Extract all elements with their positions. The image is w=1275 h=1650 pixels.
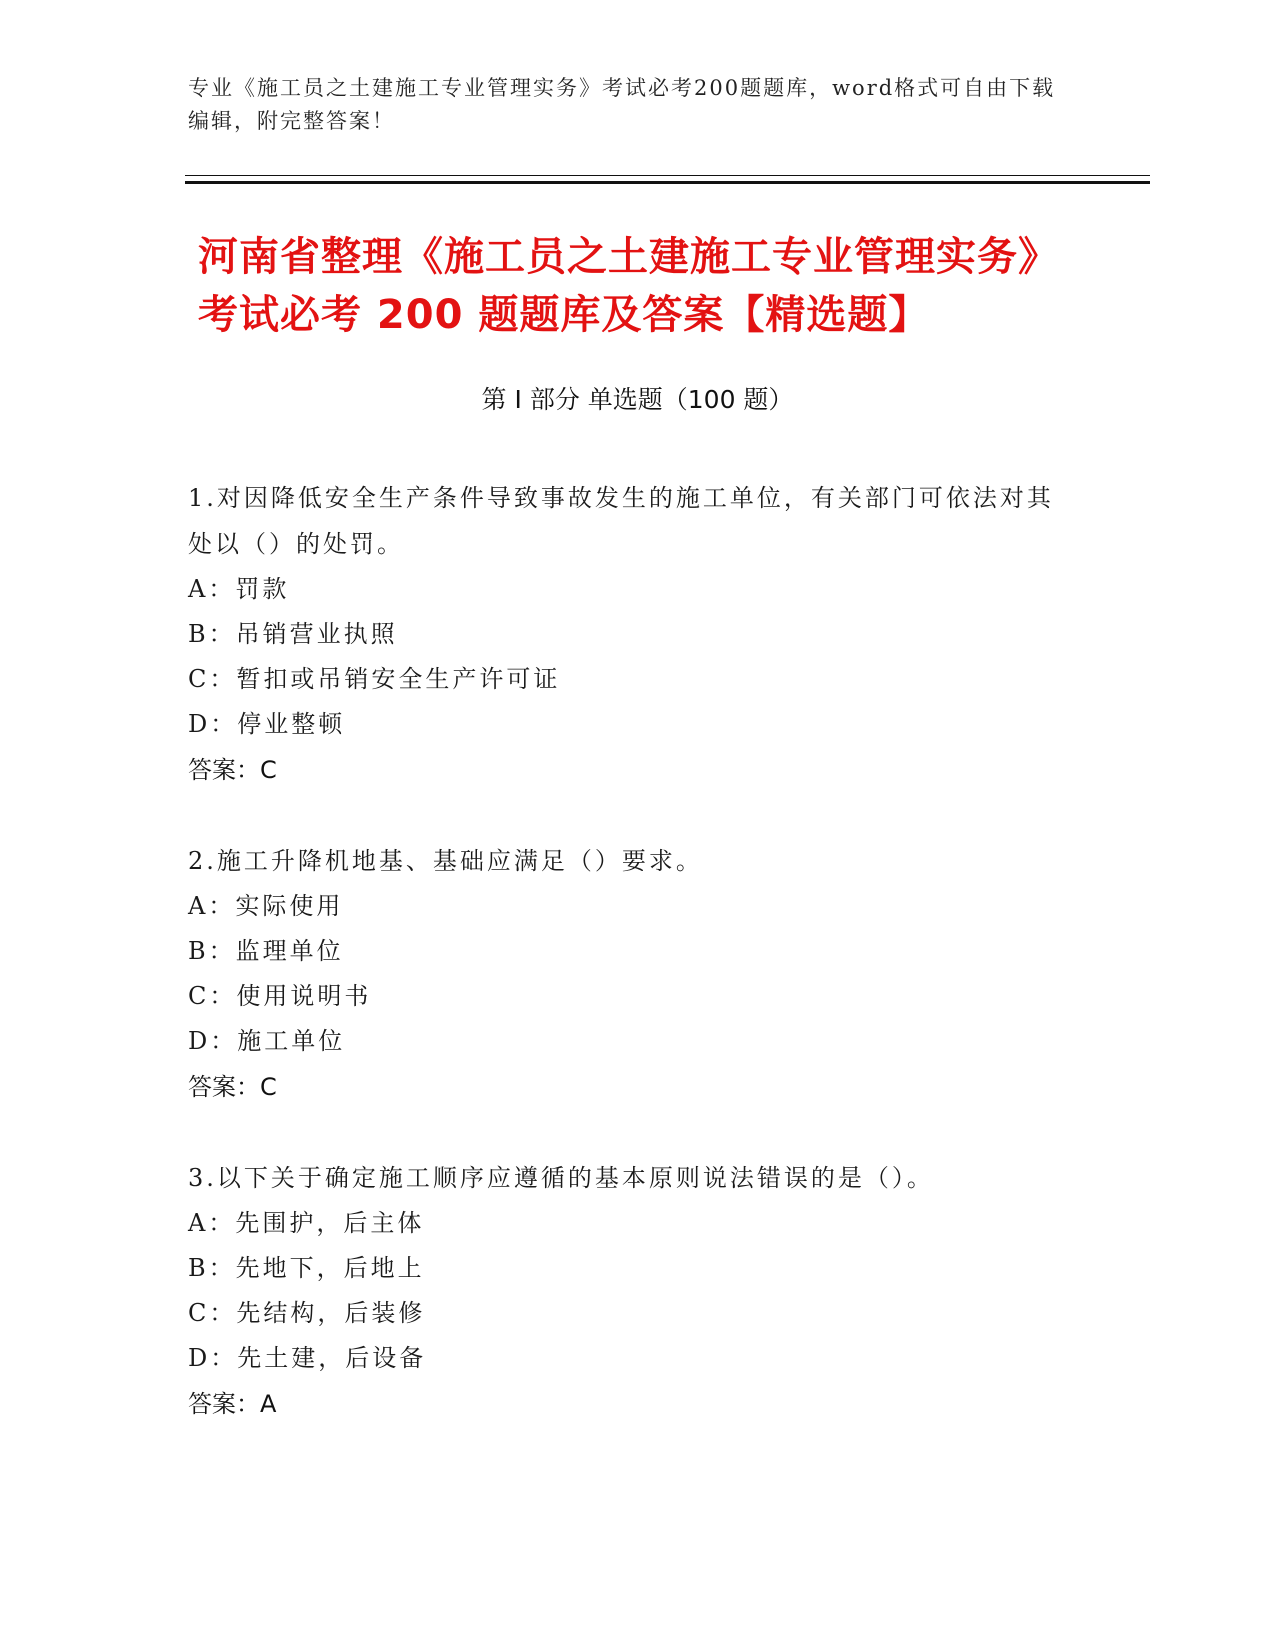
section-heading: 第 I 部分 单选题（100 题） bbox=[481, 385, 794, 414]
question-stem: 2.施工升降机地基、基础应满足（）要求。 bbox=[188, 847, 703, 875]
answer: 答案：C bbox=[188, 756, 277, 784]
question-stem: 1.对因降低安全生产条件导致事故发生的施工单位，有关部门可依法对其处以（）的处罚。 bbox=[188, 484, 1054, 558]
option-b: B：吊销营业执照 bbox=[188, 620, 398, 648]
header-divider-thin bbox=[185, 175, 1150, 176]
option-b: B：监理单位 bbox=[188, 937, 344, 965]
document-title: 河南省整理《施工员之土建施工专业管理实务》考试必考 200 题题库及答案【精选题】 bbox=[198, 234, 1059, 338]
option-a: A：罚款 bbox=[188, 575, 290, 603]
question-1 bbox=[188, 475, 1068, 793]
option-d: D：施工单位 bbox=[188, 1027, 346, 1055]
option-c: C：使用说明书 bbox=[188, 982, 372, 1010]
answer: 答案：C bbox=[188, 1073, 277, 1101]
answer: 答案：A bbox=[188, 1390, 277, 1418]
option-b: B：先地下，后地上 bbox=[188, 1254, 425, 1282]
question-list bbox=[188, 475, 1068, 1472]
option-d: D：停业整顿 bbox=[188, 710, 346, 738]
option-d: D：先土建，后设备 bbox=[188, 1344, 427, 1372]
option-c: C：先结构，后装修 bbox=[188, 1299, 426, 1327]
question-3 bbox=[188, 1155, 1068, 1427]
header-note: 专业《施工员之土建施工专业管理实务》考试必考200题题库，word格式可自由下载编辑，附完整答案！ bbox=[188, 76, 1056, 133]
option-c: C：暂扣或吊销安全生产许可证 bbox=[188, 665, 561, 693]
header-divider-thick bbox=[185, 181, 1150, 184]
question-stem: 3.以下关于确定施工顺序应遵循的基本原则说法错误的是（）。 bbox=[188, 1164, 934, 1192]
option-a: A：先围护，后主体 bbox=[188, 1209, 425, 1237]
option-a: A：实际使用 bbox=[188, 892, 344, 920]
question-2 bbox=[188, 838, 1068, 1110]
